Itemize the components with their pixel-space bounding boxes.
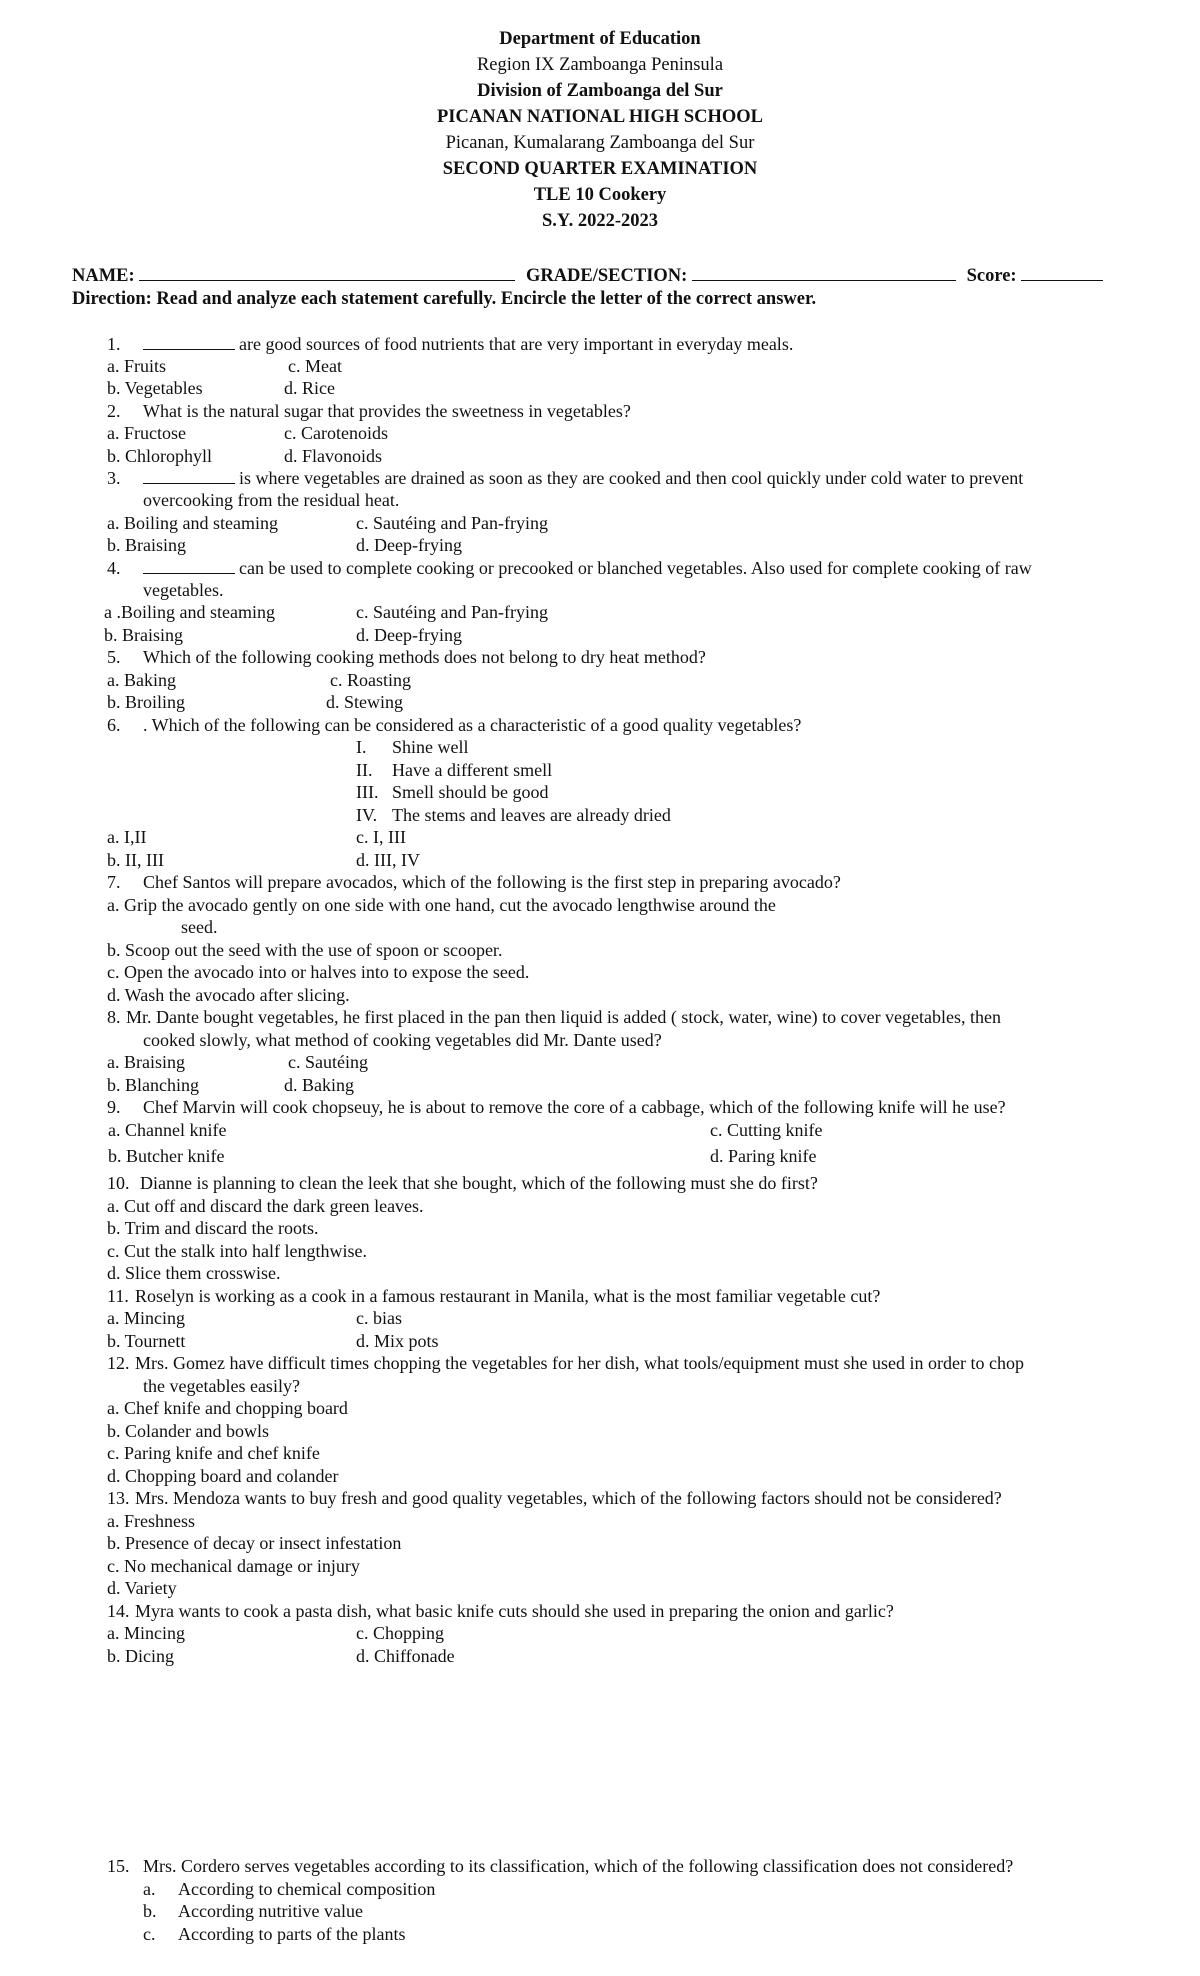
question-number: 5. <box>107 647 121 667</box>
question-text-continued: vegetables. <box>143 580 224 600</box>
question-text: are good sources of food nutrients that are very important in everyday meals. <box>143 333 793 355</box>
question-number: 8. <box>107 1007 121 1027</box>
choice-a[interactable]: a. Fructose <box>107 423 186 443</box>
choice-a[interactable]: a. Fruits <box>107 356 167 376</box>
choice-d[interactable]: d. Deep-frying <box>356 625 462 645</box>
name-field[interactable] <box>139 262 515 281</box>
question-text: Mrs. Cordero serves vegetables according to its classification, which of the following classification does not considered? <box>143 1856 1014 1876</box>
choice-c[interactable]: c. bias <box>356 1308 402 1328</box>
choice-b[interactable]: b. Scoop out the seed with the use of spoon or scooper. <box>107 940 503 960</box>
choice-b-letter: b. <box>143 1901 157 1921</box>
choice-a[interactable]: a. I,II <box>107 827 147 847</box>
question-number: 12. <box>107 1353 130 1373</box>
choice-d[interactable]: d. Stewing <box>326 692 404 712</box>
question-number: 15. <box>107 1856 130 1876</box>
choice-b[interactable]: b. Vegetables <box>107 378 203 398</box>
question-number: 2. <box>107 401 121 421</box>
question-number: 14. <box>107 1601 130 1621</box>
choice-d[interactable]: d. III, IV <box>356 850 420 870</box>
choice-d[interactable]: d. Wash the avocado after slicing. <box>107 985 350 1005</box>
choice-a[interactable]: a. Chef knife and chopping board <box>107 1398 348 1418</box>
choice-b[interactable]: b. Blanching <box>107 1075 199 1095</box>
roman-item-text: Smell should be good <box>392 782 549 802</box>
question-text-continued: overcooking from the residual heat. <box>143 490 400 510</box>
choice-c[interactable]: According to parts of the plants <box>178 1924 406 1944</box>
choice-a[interactable]: a. Mincing <box>107 1623 185 1643</box>
school-address: Picanan, Kumalarang Zamboanga del Sur <box>445 133 755 153</box>
choice-c[interactable]: c. Paring knife and chef knife <box>107 1443 320 1463</box>
school-year: S.Y. 2022-2023 <box>542 211 658 231</box>
roman-item-text: Shine well <box>392 737 469 757</box>
question-number: 1. <box>107 334 121 354</box>
name-label: NAME: <box>72 266 135 286</box>
roman-numeral: II. <box>356 760 373 780</box>
question-text-continued: the vegetables easily? <box>143 1376 300 1396</box>
roman-item-text: The stems and leaves are already dried <box>392 805 671 825</box>
question-number: 11. <box>107 1286 129 1306</box>
choice-a[interactable]: a. Cut off and discard the dark green leaves. <box>107 1196 424 1216</box>
student-info-fields <box>72 262 1132 287</box>
question-text-continued: cooked slowly, what method of cooking vegetables did Mr. Dante used? <box>143 1030 662 1050</box>
exam-header <box>0 26 1200 234</box>
choice-a[interactable]: a .Boiling and steaming <box>104 602 275 622</box>
question-text: Mrs. Gomez have difficult times chopping the vegetables for her dish, what tools/equipment must she used in order to chop <box>135 1353 1024 1373</box>
choice-a[interactable]: According to chemical composition <box>178 1879 436 1899</box>
choice-d[interactable]: d. Deep-frying <box>356 535 462 555</box>
score-field[interactable] <box>1021 262 1103 281</box>
choice-c[interactable]: c. Roasting <box>330 670 411 690</box>
department-title: Department of Education <box>499 29 701 49</box>
choice-a-continued: seed. <box>181 917 218 937</box>
question-text: Mrs. Mendoza wants to buy fresh and good quality vegetables, which of the following factors should not be considered? <box>135 1488 1002 1508</box>
roman-numeral: I. <box>356 737 367 757</box>
choice-c[interactable]: c. Meat <box>288 356 342 376</box>
choice-c[interactable]: c. No mechanical damage or injury <box>107 1556 360 1576</box>
choice-c[interactable]: c. Open the avocado into or halves into to expose the seed. <box>107 962 530 982</box>
exam-title: SECOND QUARTER EXAMINATION <box>442 159 758 179</box>
choice-d[interactable]: d. Mix pots <box>356 1331 439 1351</box>
roman-numeral: III. <box>356 782 379 802</box>
choice-c[interactable]: c. Sautéing and Pan-frying <box>356 602 548 622</box>
question-number: 3. <box>107 468 121 488</box>
question-text: Which of the following cooking methods does not belong to dry heat method? <box>143 647 706 667</box>
question-text: is where vegetables are drained as soon as they are cooked and then cool quickly under cold water to prevent <box>143 467 1132 489</box>
question-text: can be used to complete cooking or precooked or blanched vegetables. Also used for complete cooking of raw <box>143 557 1032 579</box>
question-text: . Which of the following can be considered as a characteristic of a good quality vegetables? <box>143 715 802 735</box>
division-line: Division of Zamboanga del Sur <box>477 81 723 101</box>
question-text: Myra wants to cook a pasta dish, what basic knife cuts should she used in preparing the onion and garlic? <box>135 1601 894 1621</box>
subject-title: TLE 10 Cookery <box>533 185 667 205</box>
choice-d[interactable]: d. Slice them crosswise. <box>107 1263 281 1283</box>
choice-a[interactable]: a. Grip the avocado gently on one side with one hand, cut the avocado lengthwise around the <box>107 895 776 915</box>
school-name: PICANAN NATIONAL HIGH SCHOOL <box>436 107 764 127</box>
choice-d[interactable]: d. Rice <box>284 378 335 398</box>
choice-d[interactable]: d. Chopping board and colander <box>107 1466 339 1486</box>
question-number: 7. <box>107 872 121 892</box>
choice-c-letter: c. <box>143 1924 156 1944</box>
choice-c[interactable]: c. Cut the stalk into half lengthwise. <box>107 1241 367 1261</box>
grade-section-label: GRADE/SECTION: <box>525 266 688 286</box>
choice-a[interactable]: a. Braising <box>107 1052 185 1072</box>
question-text: Roselyn is working as a cook in a famous restaurant in Manila, what is the most familiar vegetable cut? <box>135 1286 881 1306</box>
question-number: 13. <box>107 1488 130 1508</box>
choice-c[interactable]: c. Chopping <box>356 1623 444 1643</box>
choice-d[interactable]: d. Chiffonade <box>356 1646 455 1666</box>
choice-d[interactable]: d. Baking <box>284 1075 354 1095</box>
choice-b[interactable]: b. Dicing <box>107 1646 174 1666</box>
question-text: Chef Santos will prepare avocados, which of the following is the first step in preparing avocado? <box>143 872 841 892</box>
roman-numeral: IV. <box>356 805 378 825</box>
answer-blank <box>143 334 235 350</box>
direction-text: Direction: Read and analyze each statement carefully. Encircle the letter of the correct answer. <box>72 289 817 309</box>
question-number: 9. <box>107 1097 121 1117</box>
choice-a[interactable]: a. Mincing <box>107 1308 185 1328</box>
choice-a[interactable]: a. Freshness <box>107 1511 195 1531</box>
question-number: 10. <box>107 1173 130 1193</box>
choice-d[interactable]: d. Flavonoids <box>284 446 383 466</box>
choice-b[interactable]: b. Tournett <box>107 1331 186 1351</box>
choice-d[interactable]: d. Paring knife <box>710 1146 817 1166</box>
choice-b[interactable]: b. Chlorophyll <box>107 446 213 466</box>
choice-a[interactable]: a. Channel knife <box>108 1120 227 1140</box>
choice-b[interactable]: b. Presence of decay or insect infestation <box>107 1533 402 1553</box>
choice-a-letter: a. <box>143 1879 156 1899</box>
choice-c[interactable]: c. I, III <box>356 827 406 847</box>
question-number: 6. <box>107 715 121 735</box>
choice-b[interactable]: b. Butcher knife <box>108 1146 225 1166</box>
choice-b[interactable]: b. Braising <box>107 535 186 555</box>
score-label: Score: <box>966 266 1017 286</box>
choice-b[interactable]: b. Braising <box>104 625 183 645</box>
roman-item-text: Have a different smell <box>392 760 553 780</box>
choice-b[interactable]: b. Broiling <box>107 692 186 712</box>
question-text: Chef Marvin will cook chopseuy, he is about to remove the core of a cabbage, which of the following knife will he use? <box>143 1097 1006 1117</box>
choice-b[interactable]: According nutritive value <box>178 1901 363 1921</box>
choice-b[interactable]: b. II, III <box>107 850 164 870</box>
answer-blank <box>143 468 235 484</box>
choice-c[interactable]: c. Cutting knife <box>710 1120 823 1140</box>
choice-c[interactable]: c. Carotenoids <box>284 423 388 443</box>
answer-blank <box>143 558 235 574</box>
choice-b[interactable]: b. Colander and bowls <box>107 1421 269 1441</box>
choice-a[interactable]: a. Baking <box>107 670 176 690</box>
question-number: 4. <box>107 558 121 578</box>
choice-c[interactable]: c. Sautéing and Pan-frying <box>356 513 548 533</box>
choice-a[interactable]: a. Boiling and steaming <box>107 513 278 533</box>
choice-c[interactable]: c. Sautéing <box>288 1052 368 1072</box>
choice-b[interactable]: b. Trim and discard the roots. <box>107 1218 319 1238</box>
question-text: What is the natural sugar that provides the sweetness in vegetables? <box>143 401 631 421</box>
region-line: Region IX Zamboanga Peninsula <box>476 55 724 75</box>
question-text: Mr. Dante bought vegetables, he first placed in the pan then liquid is added ( stock, water, wine) to cover vegetables, then <box>126 1007 1002 1027</box>
grade-section-field[interactable] <box>692 262 956 281</box>
choice-d[interactable]: d. Variety <box>107 1578 177 1598</box>
question-text: Dianne is planning to clean the leek that she bought, which of the following must she do first? <box>140 1173 818 1193</box>
